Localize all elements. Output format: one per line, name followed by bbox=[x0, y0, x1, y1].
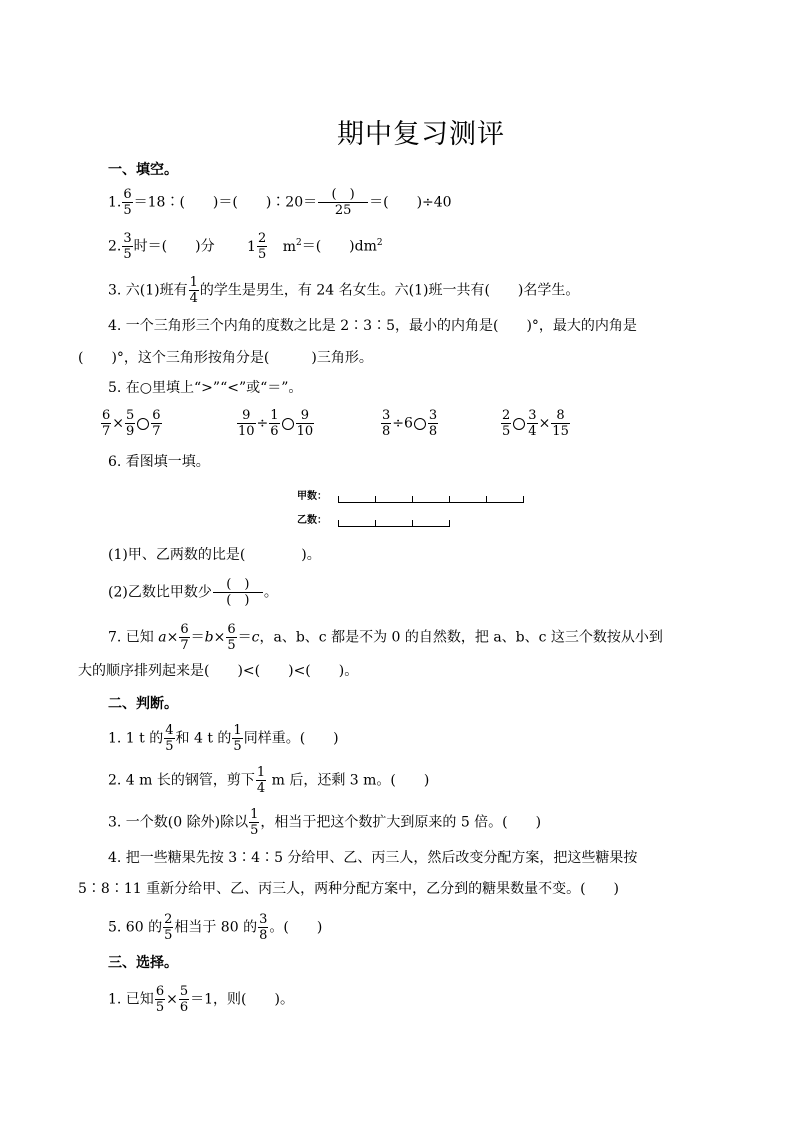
jia-label: 甲数： bbox=[297, 491, 327, 502]
q1-fraction2: $\frac{( )}{25}$ bbox=[318, 188, 368, 217]
bar-tick bbox=[412, 520, 413, 527]
section-judge-heading: 二、判断。 bbox=[108, 696, 178, 712]
question-7-line2: 大的顺序排列起来是( )<( )<( )。 bbox=[78, 663, 359, 679]
judge-3: 3. 一个数(0 除外)除以 $\frac{1}{5}$ ，相当于把这个数扩大到原来的 5 倍。( ) bbox=[108, 807, 542, 838]
q2-text2b: ＝( )dm bbox=[301, 238, 377, 255]
page-title: 期中复习测评 bbox=[337, 119, 505, 150]
q2-fraction2: $\frac{2}{5}$ bbox=[257, 231, 267, 262]
judge-5: 5. 60 的 $\frac{2}{5}$ 相当于 80 的 $\frac{3}{8}$ 。( ) bbox=[108, 912, 323, 943]
compare-circle[interactable] bbox=[137, 418, 149, 430]
bar-tick bbox=[486, 496, 487, 503]
question-4-line2: ( )°，这个三角形按角分是( )三角形。 bbox=[78, 350, 373, 366]
question-4-line1: 4. 一个三角形三个内角的度数之比是 2∶3∶5，最小的内角是( )°，最大的内角是 bbox=[108, 318, 637, 334]
question-7-line1: 7. 已知 a× $\frac{6}{7}$ ＝b× $\frac{6}{5}$ ＝c，a、b、c 都是不为 0 的自然数，把 a、b、c 这三个数按从小到 bbox=[108, 622, 663, 653]
q1-text1: ＝18∶( )＝( )∶20＝ bbox=[133, 194, 318, 211]
q5-item-1: $\frac{6}{7}$ × $\frac{5}{9}$ $\frac{6}{7}$ bbox=[102, 408, 161, 439]
bar-tick bbox=[523, 496, 524, 503]
compare-circle[interactable] bbox=[414, 418, 426, 430]
question-3 bbox=[108, 276, 579, 305]
yi-bar bbox=[338, 520, 450, 527]
question-6: 6. 看图填一填。 bbox=[108, 454, 210, 470]
judge-1: 1. 1 t 的 $\frac{4}{5}$ 和 4 t 的 $\frac{1}{5}$ 同样重。( ) bbox=[108, 723, 339, 754]
q2-sup2: 2 bbox=[376, 237, 383, 248]
question-1 bbox=[108, 188, 452, 217]
q2-fraction: $\frac{3}{5}$ bbox=[123, 231, 132, 262]
q6-sub1: (1)甲、乙两数的比是( )。 bbox=[108, 547, 321, 563]
bar-tick bbox=[375, 496, 376, 503]
judge-4-line1: 4. 把一些糖果先按 3∶4∶5 分给甲、乙、丙三人，然后改变分配方案，把这些糖果按 bbox=[108, 850, 638, 866]
q3-pre: 3. 六(1)班有 bbox=[108, 282, 188, 299]
bar-tick bbox=[338, 520, 339, 527]
q1-fraction: $\frac{6}{5}$ bbox=[123, 187, 132, 218]
q3-post: 的学生是男生，有 24 名女生。六(1)班一共有( )名学生。 bbox=[199, 282, 580, 299]
section-choose-heading: 三、选择。 bbox=[108, 955, 178, 971]
question-2 bbox=[108, 232, 383, 261]
section-fill-heading: 一、填空。 bbox=[108, 162, 178, 178]
yi-label: 乙数： bbox=[297, 515, 327, 526]
q2-sup1: 2 bbox=[295, 237, 302, 248]
q1-number: 1. bbox=[108, 194, 122, 211]
q3-fraction: $\frac{1}{4}$ bbox=[189, 275, 198, 306]
bar-tick bbox=[412, 496, 413, 503]
q2-whole2: 1 bbox=[247, 238, 256, 255]
judge-2: 2. 4 m 长的钢管，剪下 $\frac{1}{4}$ m 后，还剩 3 m。( ) bbox=[108, 765, 430, 796]
compare-circle[interactable] bbox=[513, 418, 525, 430]
compare-circle[interactable] bbox=[282, 418, 294, 430]
bar-tick bbox=[449, 520, 450, 527]
bar-tick bbox=[375, 520, 376, 527]
bar-tick bbox=[338, 496, 339, 503]
q2-number: 2. bbox=[108, 238, 122, 255]
q5-item-2: $\frac{9}{10}$ ÷ $\frac{1}{6}$ $\frac{9}{10}$ bbox=[238, 408, 314, 439]
choose-1: 1. 已知 $\frac{6}{5}$ × $\frac{5}{6}$ ＝1，则( )。 bbox=[108, 984, 294, 1015]
q6-sub2: (2)乙数比甲数少 $\frac{( )}{( )}$ 。 bbox=[108, 577, 278, 608]
q5-item-4: $\frac{2}{5}$ $\frac{3}{4}$ × $\frac{8}{15}$ bbox=[502, 408, 569, 439]
judge-4-line2: 5∶8∶11 重新分给甲、乙、丙三人，两种分配方案中，乙分到的糖果数量不变。( ) bbox=[78, 881, 620, 897]
question-5: 5. 在○里填上“>”“<”或“＝”。 bbox=[108, 380, 303, 396]
q2-unit-m: m bbox=[282, 238, 296, 255]
jia-bar bbox=[338, 496, 524, 503]
q2-text1: 时＝( )分 bbox=[133, 238, 215, 255]
bar-tick bbox=[449, 496, 450, 503]
q5-item-3: $\frac{3}{8}$ ÷6 $\frac{3}{8}$ bbox=[382, 408, 438, 439]
q1-text2: ＝( )÷40 bbox=[369, 194, 452, 211]
